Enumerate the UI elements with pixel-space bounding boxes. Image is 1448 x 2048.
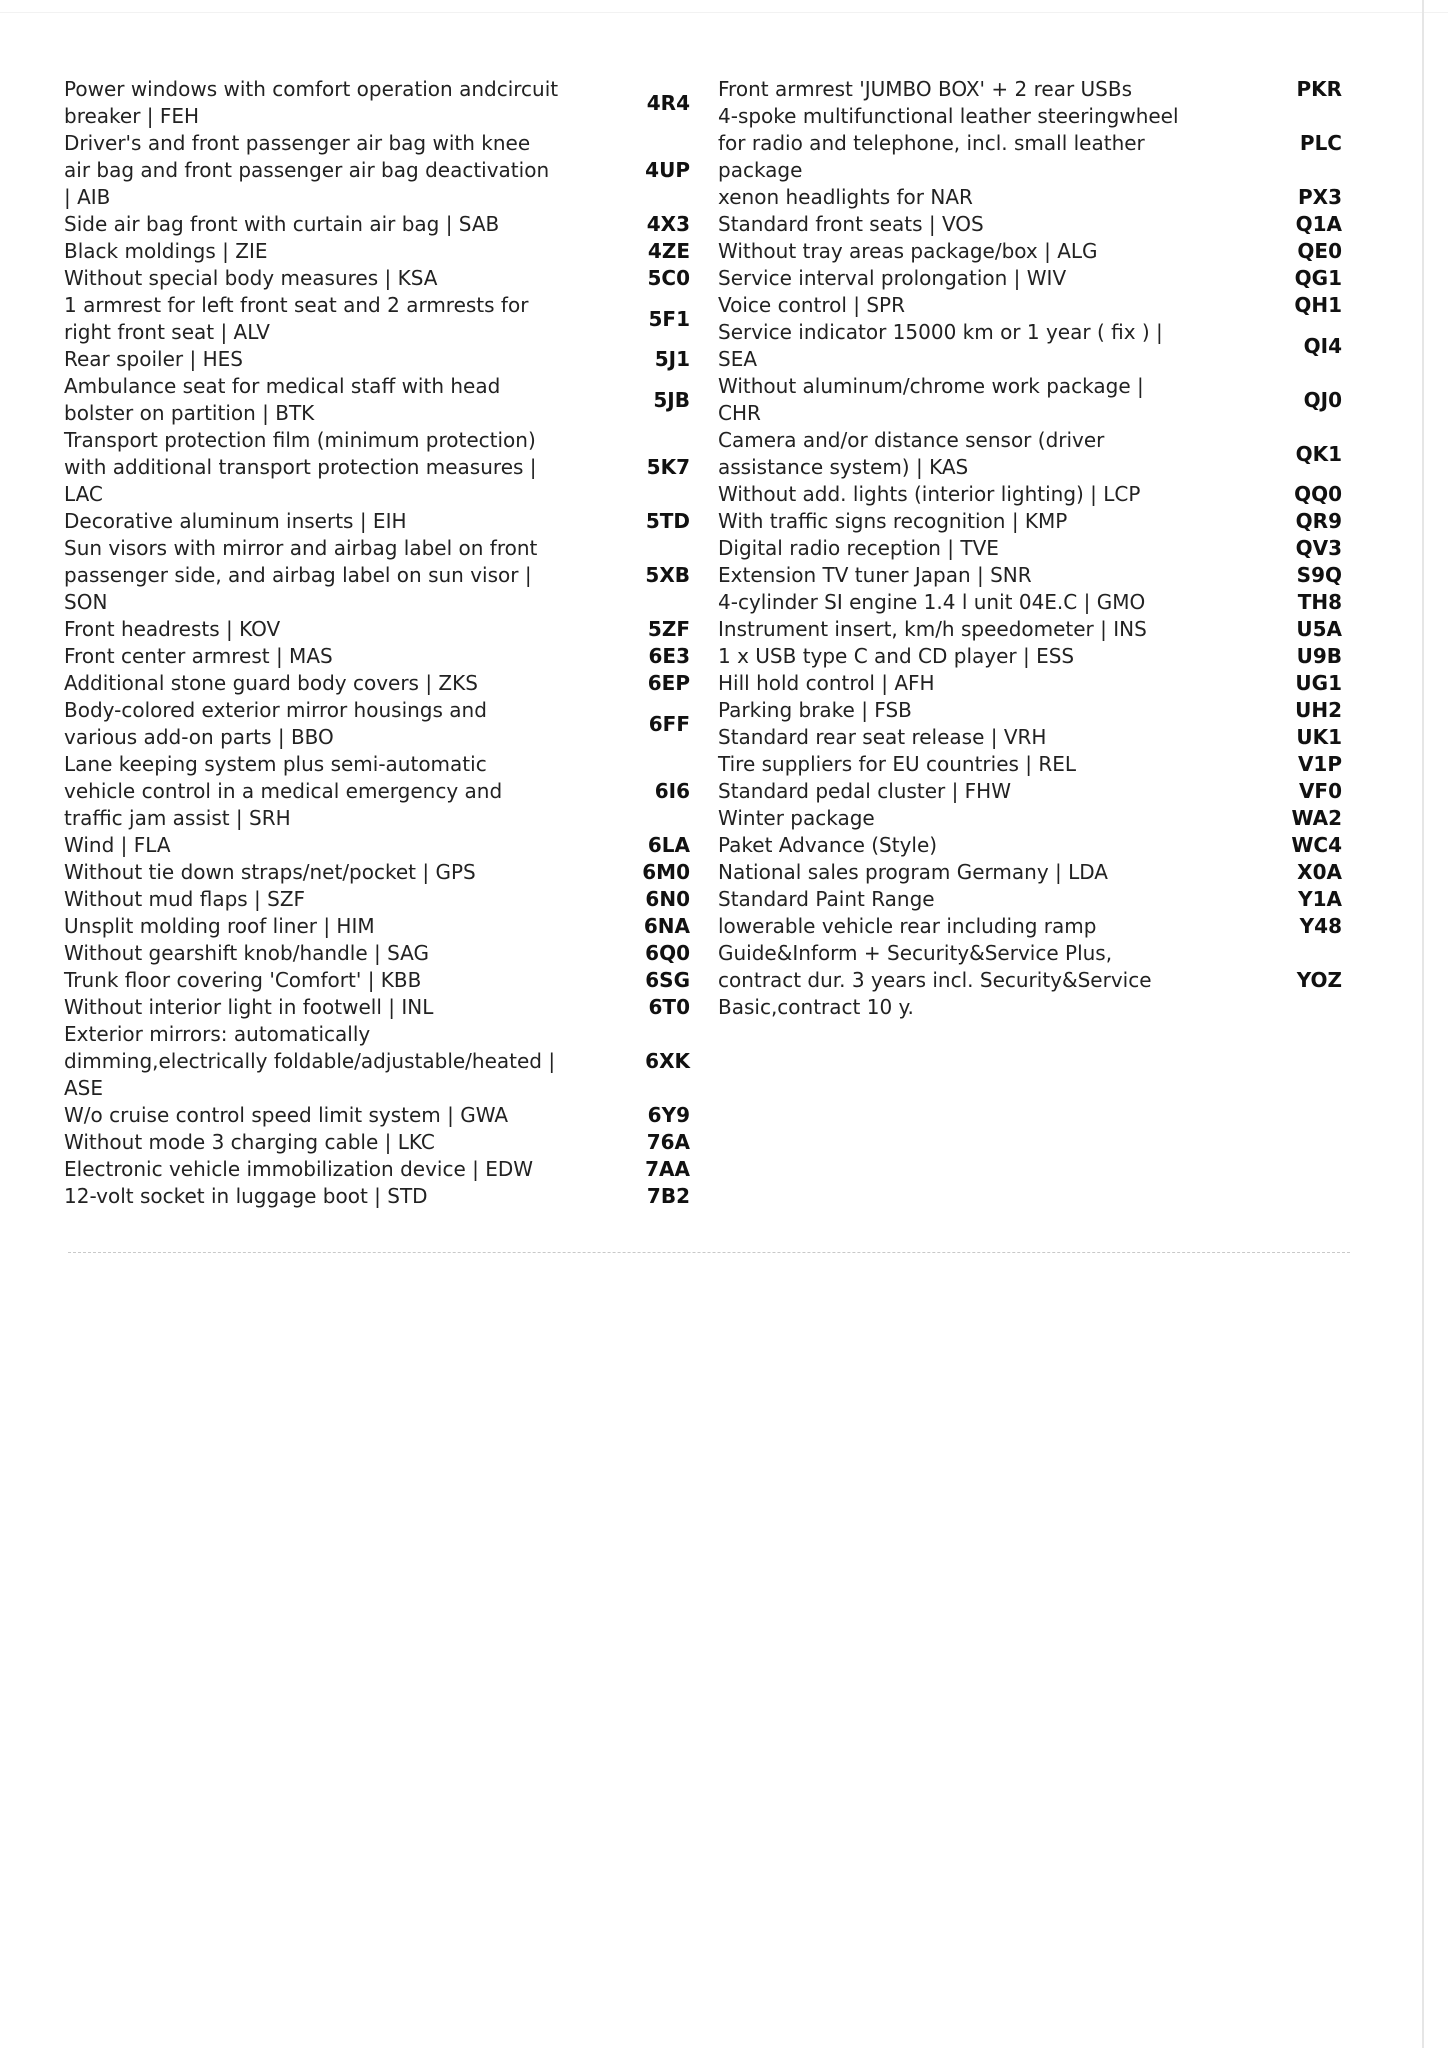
item-code: 6I6 xyxy=(654,779,690,803)
list-item xyxy=(718,778,1348,805)
bottom-divider xyxy=(68,1252,1350,1254)
item-code: WC4 xyxy=(1291,833,1342,857)
list-item xyxy=(718,562,1348,589)
list-item xyxy=(64,76,700,130)
scan-top-edge xyxy=(0,12,1448,13)
list-item xyxy=(64,130,700,211)
item-description: Front center armrest | MAS xyxy=(64,644,333,668)
list-item xyxy=(718,697,1348,724)
item-code: S9Q xyxy=(1296,563,1342,587)
list-item xyxy=(64,346,700,373)
item-code: 5TD xyxy=(645,509,690,533)
item-description: Service indicator 15000 km or 1 year ( fix ) | SEA xyxy=(718,320,1163,371)
item-description: Standard front seats | VOS xyxy=(718,212,984,236)
item-code: YOZ xyxy=(1296,968,1342,992)
list-item xyxy=(64,697,700,751)
item-code: 6EP xyxy=(647,671,690,695)
item-description: Without add. lights (interior lighting) | LCP xyxy=(718,482,1141,506)
list-item xyxy=(718,76,1348,103)
list-item xyxy=(718,616,1348,643)
item-code: VF0 xyxy=(1298,779,1342,803)
item-description: Power windows with comfort operation andcircuit breaker | FEH xyxy=(64,77,559,128)
list-item xyxy=(718,832,1348,859)
item-description: Decorative aluminum inserts | EIH xyxy=(64,509,407,533)
item-code: 6SG xyxy=(645,968,690,992)
item-description: Guide&Inform + Security&Service Plus, contract dur. 3 years incl. Security&Service Basic,contract 10 y. xyxy=(718,941,1152,1019)
item-description: With traffic signs recognition | KMP xyxy=(718,509,1068,533)
item-code: 4ZE xyxy=(647,239,690,263)
list-item xyxy=(64,994,700,1021)
item-description: Front armrest 'JUMBO BOX' + 2 rear USBs xyxy=(718,77,1133,101)
item-code: V1P xyxy=(1297,752,1342,776)
item-code: UG1 xyxy=(1295,671,1342,695)
item-description: Driver's and front passenger air bag with knee air bag and front passenger air bag deactivation | AIB xyxy=(64,131,550,209)
item-code: 7B2 xyxy=(646,1184,690,1208)
item-description: Tire suppliers for EU countries | REL xyxy=(718,752,1077,776)
item-code: 4X3 xyxy=(646,212,690,236)
list-item xyxy=(64,238,700,265)
item-description: Hill hold control | AFH xyxy=(718,671,935,695)
item-description: National sales program Germany | LDA xyxy=(718,860,1108,884)
item-code: PLC xyxy=(1299,131,1342,155)
item-code: QR9 xyxy=(1295,509,1342,533)
item-code: U9B xyxy=(1296,644,1342,668)
item-description: Additional stone guard body covers | ZKS xyxy=(64,671,478,695)
list-item xyxy=(64,751,700,832)
list-item xyxy=(718,508,1348,535)
equipment-list-left xyxy=(64,76,700,1210)
list-item xyxy=(718,184,1348,211)
item-code: 76A xyxy=(646,1130,690,1154)
item-code: 6XK xyxy=(645,1049,690,1073)
list-item xyxy=(718,319,1348,373)
item-description: Body-colored exterior mirror housings and various add-on parts | BBO xyxy=(64,698,487,749)
item-code: 6FF xyxy=(648,711,690,736)
item-code: Y1A xyxy=(1298,887,1342,911)
list-item xyxy=(64,1183,700,1210)
item-description: Winter package xyxy=(718,806,875,830)
item-code: 6Y9 xyxy=(647,1103,690,1127)
item-code: 6Q0 xyxy=(645,941,690,965)
item-description: Wind | FLA xyxy=(64,833,171,857)
item-description: Without tray areas package/box | ALG xyxy=(718,239,1098,263)
item-description: Digital radio reception | TVE xyxy=(718,536,999,560)
item-description: Without tie down straps/net/pocket | GPS xyxy=(64,860,476,884)
list-item xyxy=(64,265,700,292)
item-description: Trunk floor covering 'Comfort' | KBB xyxy=(64,968,422,992)
list-item xyxy=(718,238,1348,265)
list-item xyxy=(718,103,1348,184)
list-item xyxy=(64,859,700,886)
item-code: 5C0 xyxy=(647,266,690,290)
item-code: 5J1 xyxy=(654,347,690,371)
item-description: Standard Paint Range xyxy=(718,887,935,911)
item-code: QQ0 xyxy=(1294,482,1342,506)
item-description: lowerable vehicle rear including ramp xyxy=(718,914,1097,938)
list-item xyxy=(718,589,1348,616)
list-item xyxy=(64,940,700,967)
item-description: 4-cylinder SI engine 1.4 l unit 04E.C | GMO xyxy=(718,590,1146,614)
list-item xyxy=(718,670,1348,697)
list-item xyxy=(718,535,1348,562)
item-code: QK1 xyxy=(1295,441,1342,466)
item-code: 5K7 xyxy=(646,455,690,479)
item-code: QH1 xyxy=(1294,293,1342,317)
item-description: Lane keeping system plus semi-automatic vehicle control in a medical emergency and traffic jam assist | SRH xyxy=(64,752,503,830)
list-item xyxy=(64,373,700,427)
list-item xyxy=(718,643,1348,670)
list-item xyxy=(64,643,700,670)
list-item xyxy=(718,886,1348,913)
item-code: X0A xyxy=(1297,860,1342,884)
item-code: 4UP xyxy=(645,158,690,182)
item-description: Instrument insert, km/h speedometer | INS xyxy=(718,617,1147,641)
list-item xyxy=(64,967,700,994)
list-item xyxy=(718,265,1348,292)
item-description: xenon headlights for NAR xyxy=(718,185,973,209)
equipment-list-right xyxy=(718,76,1348,1021)
item-description: Side air bag front with curtain air bag | SAB xyxy=(64,212,500,236)
list-item xyxy=(64,1156,700,1183)
item-code: QJ0 xyxy=(1303,387,1342,412)
scan-right-edge xyxy=(1422,0,1424,2048)
item-code: U5A xyxy=(1296,617,1342,641)
item-code: 6E3 xyxy=(648,644,690,668)
item-code: 5F1 xyxy=(648,306,690,331)
list-item xyxy=(718,940,1348,1021)
item-code: 6T0 xyxy=(648,995,690,1019)
item-description: Exterior mirrors: automatically dimming,electrically foldable/adjustable/heated | ASE xyxy=(64,1022,556,1100)
list-item xyxy=(64,670,700,697)
item-description: Front headrests | KOV xyxy=(64,617,281,641)
item-description: Standard pedal cluster | FHW xyxy=(718,779,1011,803)
list-item xyxy=(718,211,1348,238)
item-code: PX3 xyxy=(1298,185,1342,209)
item-description: Extension TV tuner Japan | SNR xyxy=(718,563,1032,587)
item-description: 1 armrest for left front seat and 2 armrests for right front seat | ALV xyxy=(64,293,529,344)
list-item xyxy=(718,427,1348,481)
item-description: Transport protection film (minimum protection) with additional transport protection measures | LAC xyxy=(64,428,537,506)
item-description: Electronic vehicle immobilization device | EDW xyxy=(64,1157,534,1181)
list-item xyxy=(718,481,1348,508)
item-description: Without aluminum/chrome work package | CHR xyxy=(718,374,1144,425)
item-description: Ambulance seat for medical staff with head bolster on partition | BTK xyxy=(64,374,501,425)
list-item xyxy=(718,724,1348,751)
item-description: 1 x USB type C and CD player | ESS xyxy=(718,644,1075,668)
item-code: 6NA xyxy=(643,914,690,938)
list-item xyxy=(718,751,1348,778)
list-item xyxy=(64,886,700,913)
list-item xyxy=(718,859,1348,886)
item-description: Service interval prolongation | WIV xyxy=(718,266,1067,290)
list-item xyxy=(64,1102,700,1129)
item-code: 5JB xyxy=(653,387,690,412)
list-item xyxy=(64,427,700,508)
item-code: Y48 xyxy=(1299,914,1342,938)
item-code: 6M0 xyxy=(642,860,690,884)
item-description: Without mud flaps | SZF xyxy=(64,887,306,911)
list-item xyxy=(64,508,700,535)
list-item xyxy=(64,292,700,346)
list-item xyxy=(718,373,1348,427)
item-description: Voice control | SPR xyxy=(718,293,906,317)
item-description: 12-volt socket in luggage boot | STD xyxy=(64,1184,428,1208)
item-description: Without special body measures | KSA xyxy=(64,266,438,290)
list-item xyxy=(64,616,700,643)
list-item xyxy=(64,913,700,940)
item-description: Black moldings | ZIE xyxy=(64,239,268,263)
list-item xyxy=(64,535,700,616)
item-description: Sun visors with mirror and airbag label on front passenger side, and airbag label on sun visor | SON xyxy=(64,536,538,614)
item-code: 4R4 xyxy=(646,90,690,115)
item-code: 5XB xyxy=(645,563,690,587)
item-code: QV3 xyxy=(1295,536,1342,560)
list-item xyxy=(64,211,700,238)
list-item xyxy=(64,1129,700,1156)
list-item xyxy=(718,805,1348,832)
item-description: Unsplit molding roof liner | HIM xyxy=(64,914,375,938)
item-code: WA2 xyxy=(1291,806,1342,830)
item-code: PKR xyxy=(1296,77,1342,101)
list-item xyxy=(718,913,1348,940)
item-code: UH2 xyxy=(1295,698,1342,722)
item-code: Q1A xyxy=(1295,212,1342,236)
item-description: 4-spoke multifunctional leather steeringwheel for radio and telephone, incl. small leather package xyxy=(718,104,1179,182)
item-code: 7AA xyxy=(645,1157,690,1181)
item-description: Without mode 3 charging cable | LKC xyxy=(64,1130,435,1154)
item-code: 5ZF xyxy=(647,617,690,641)
item-description: Without interior light in footwell | INL xyxy=(64,995,434,1019)
item-code: QE0 xyxy=(1297,239,1342,263)
item-code: UK1 xyxy=(1296,725,1342,749)
item-code: QG1 xyxy=(1294,266,1342,290)
item-code: QI4 xyxy=(1303,333,1342,358)
item-code: 6N0 xyxy=(645,887,690,911)
list-item xyxy=(718,292,1348,319)
item-description: Standard rear seat release | VRH xyxy=(718,725,1047,749)
item-description: W/o cruise control speed limit system | GWA xyxy=(64,1103,509,1127)
item-code: 6LA xyxy=(647,833,690,857)
item-description: Parking brake | FSB xyxy=(718,698,912,722)
item-description: Paket Advance (Style) xyxy=(718,833,938,857)
item-description: Camera and/or distance sensor (driver assistance system) | KAS xyxy=(718,428,1105,479)
list-item xyxy=(64,1021,700,1102)
item-description: Rear spoiler | HES xyxy=(64,347,243,371)
item-description: Without gearshift knob/handle | SAG xyxy=(64,941,429,965)
item-code: TH8 xyxy=(1297,590,1342,614)
list-item xyxy=(64,832,700,859)
